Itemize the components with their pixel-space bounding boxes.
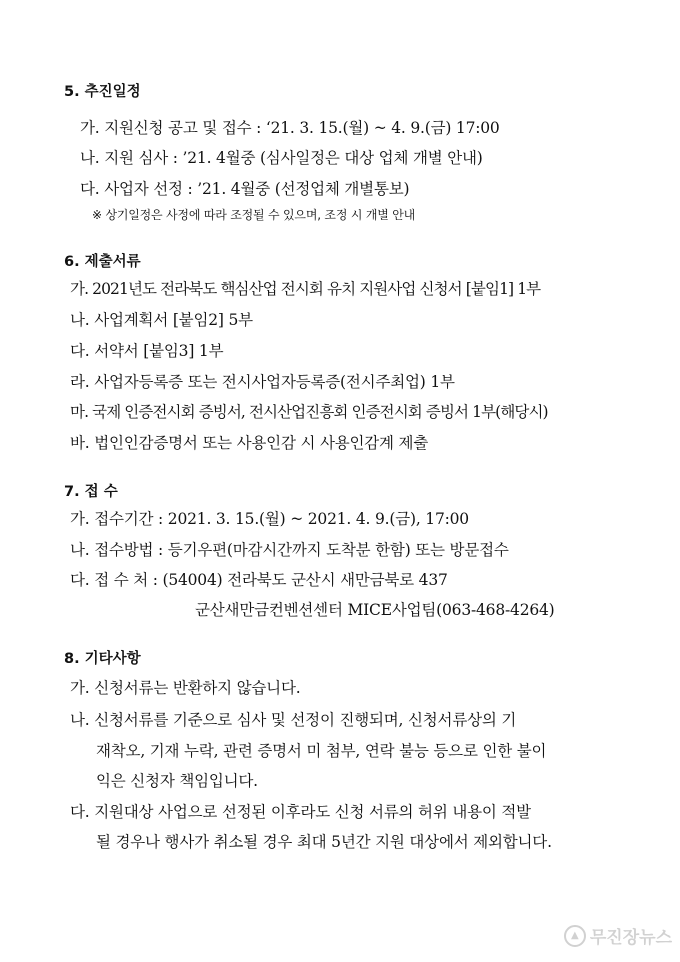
watermark <box>564 923 672 948</box>
section-6-item-3: 다. 서약서 [붙임3] 1부 <box>70 342 224 360</box>
section-8-item-2-line-3: 익은 신청자 책임입니다. <box>96 772 258 790</box>
section-5-item-3: 다. 사업자 선정 : ’21. 4월중 (선정업체 개별통보) <box>80 180 410 198</box>
section-5-heading: 5. 추진일정 <box>64 84 141 100</box>
section-7-heading: 7. 접 수 <box>64 484 118 500</box>
section-7-item-3-continued: 군산새만금컨벤션센터 MICE사업팀(063-468-4264) <box>195 601 555 619</box>
section-8-item-3: 다. 지원대상 사업으로 선정된 이후라도 신청 서류의 허위 내용이 적발 <box>70 803 531 821</box>
section-8-item-2: 나. 신청서류를 기준으로 심사 및 선정이 진행되며, 신청서류상의 기 <box>70 711 517 729</box>
section-5-note: ※ 상기일정은 사정에 따라 조정될 수 있으며, 조정 시 개별 안내 <box>92 208 416 222</box>
section-8-item-1: 가. 신청서류는 반환하지 않습니다. <box>70 679 301 697</box>
section-7-item-2: 나. 접수방법 : 등기우편(마감시간까지 도착분 한함) 또는 방문접수 <box>70 541 509 559</box>
section-5-item-2: 나. 지원 심사 : ’21. 4월중 (심사일정은 대상 업체 개별 안내) <box>80 149 483 167</box>
section-6-item-6: 바. 법인인감증명서 또는 사용인감 시 사용인감계 제출 <box>70 434 429 452</box>
section-6-item-4: 라. 사업자등록증 또는 전시사업자등록증(전시주최업) 1부 <box>70 373 455 391</box>
mountain-logo-icon: ▲ <box>564 925 586 947</box>
section-6-item-5: 마. 국제 인증전시회 증빙서, 전시산업진흥회 인증전시회 증빙서 1부(해당시) <box>70 403 548 421</box>
section-8-heading: 8. 기타사항 <box>64 651 141 667</box>
section-8-item-3-line-2: 될 경우나 행사가 취소될 경우 최대 5년간 지원 대상에서 제외합니다. <box>96 833 552 851</box>
section-6-heading: 6. 제출서류 <box>64 254 141 270</box>
section-6-item-1: 가. 2021년도 전라북도 핵심산업 전시회 유치 지원사업 신청서 [붙임1] 1부 <box>70 280 541 298</box>
section-7-item-3: 다. 접 수 처 : (54004) 전라북도 군산시 새만금북로 437 <box>70 571 448 589</box>
watermark-text: 무진장뉴스 <box>589 928 672 948</box>
section-8-item-2-line-2: 재착오, 기재 누락, 관련 증명서 미 첨부, 연락 불능 등으로 인한 불이 <box>96 742 547 760</box>
section-5-item-1: 가. 지원신청 공고 및 접수 : ‘21. 3. 15.(월) ~ 4. 9.(금) 17:00 <box>80 119 500 137</box>
section-7-item-1: 가. 접수기간 : 2021. 3. 15.(월) ~ 2021. 4. 9.(금), 17:00 <box>70 510 469 528</box>
section-6-item-2: 나. 사업계획서 [붙임2] 5부 <box>70 311 253 329</box>
